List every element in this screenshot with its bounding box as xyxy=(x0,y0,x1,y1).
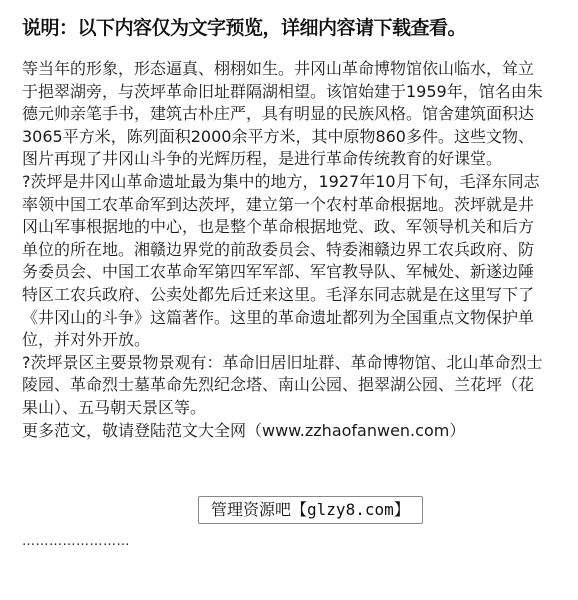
site-watermark xyxy=(198,496,423,524)
watermark-domain: glzy8.com xyxy=(307,500,394,519)
preview-notice: 说明：以下内容仅为文字预览，详细内容请下载查看。 xyxy=(22,17,467,39)
document-body xyxy=(22,58,544,442)
watermark-bracket-open: 【 xyxy=(291,500,308,519)
paragraph-ciping: ?茨坪是井冈山革命遗址最为集中的地方，1927年10月下旬，毛泽东同志率领中国工农革命军到达茨坪，建立第一个农村革命根据地。茨坪就是井冈山军事根据地的中心，也是整个革命根据地党、政、军领导机关和后方单位的所在地。湘赣边界党的前敌委员会、特委湘赣边界工农兵政府、防务委员会、中国工农革命军第四军军部、军官教导队、军械处、新遂边陲特区工农兵政府、公卖处都先后迁来这里。毛泽东同志就是在这里写下了《井冈山的斗争》这篇著作。这里的革命遗址都列为全国重点文物保护单位，并对外开放。 xyxy=(22,171,540,350)
paragraph-museum: 等当年的形象，形态逼真、栩栩如生。井冈山革命博物馆依山临水，耸立于挹翠湖旁，与茨坪革命旧址群隔湖相望。该馆始建于1959年，馆名由朱德元帅亲笔手书，建筑古朴庄严，具有明显的民族风格。馆舍建筑面积达3065平方米，陈列面积2000余平方米，其中原物860多件。这些文物、图片再现了井冈山斗争的光辉历程，是进行革命传统教育的好课堂。 xyxy=(22,59,543,169)
paragraph-more-link[interactable]: 更多范文，敬请登陆范文大全网（www.zzhaofanwen.com） xyxy=(22,420,466,440)
paragraph-scenic-spots: ?茨坪景区主要景物景观有：革命旧居旧址群、革命博物馆、北山革命烈士陵园、革命烈士墓革命先烈纪念塔、南山公园、挹翠湖公园、兰花坪（花果山）、五马朝天景区等。 xyxy=(22,352,543,417)
watermark-bracket-close: 】 xyxy=(393,500,410,519)
ellipsis-divider: …………………… xyxy=(22,534,130,549)
watermark-name: 管理资源吧 xyxy=(211,500,292,519)
